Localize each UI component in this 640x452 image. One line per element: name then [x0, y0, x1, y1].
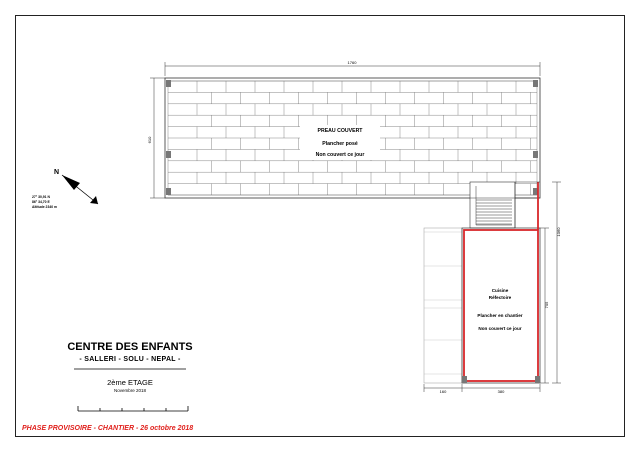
kitchen-label-name: Cuisine: [491, 288, 509, 293]
subtitle: - SALLERI - SOLU - NEPAL -: [79, 356, 181, 363]
kitchen-red-wall: [464, 230, 538, 381]
kitchen-outer-wall: [462, 228, 540, 383]
kitchen-label-name2: Réfectoire: [488, 295, 512, 300]
post-top-left: [166, 80, 171, 87]
date-label: Novembre 2018: [113, 388, 147, 393]
preau-label-roof: Non couvert ce jour: [315, 152, 365, 158]
kitchen-label-roof: Non couvert ce jour: [478, 326, 522, 331]
scale-bar: [78, 406, 188, 411]
kitchen-label-floor: Plancher en chantier: [477, 313, 523, 318]
phase-label: PHASE PROVISOIRE - CHANTIER - 26 octobre 2018: [22, 425, 194, 432]
north-arrow-tail: [90, 196, 98, 204]
preau-area: [165, 78, 540, 198]
dimension-bottom-right-label: 380: [497, 389, 505, 394]
floor-label: 2ème ETAGE: [107, 378, 153, 387]
dimension-right-inner-label: 705: [544, 301, 549, 309]
post-kitchen-bottom-right: [535, 376, 540, 383]
dimension-right: [540, 182, 561, 383]
dimension-bottom: [424, 384, 540, 394]
post-mid-left: [166, 151, 171, 158]
dimension-left: [147, 78, 165, 198]
dimension-top: [165, 60, 540, 76]
dimension-top-label: 1760: [347, 60, 357, 65]
post-bottom-left: [166, 188, 171, 195]
dimension-bottom-left-label: 160: [439, 389, 447, 394]
title: CENTRE DES ENFANTS: [67, 341, 193, 353]
north-coords-1: 27° 30,91 N: [32, 195, 50, 199]
annex-left: [424, 228, 462, 383]
dimension-right-total-label: 1060: [556, 227, 561, 237]
post-top-right: [533, 80, 538, 87]
north-arrow: [32, 169, 98, 209]
north-coords-3: Altitude 2340 m: [32, 205, 58, 209]
north-letter: N: [54, 169, 60, 176]
north-coords-2: 86° 34,70 E: [32, 200, 50, 204]
preau-label-name: PREAU COUVERT: [317, 128, 363, 134]
preau-label-floor: Plancher posé: [322, 141, 358, 147]
dimension-left-label: 610: [147, 136, 152, 144]
post-kitchen-bottom-left: [462, 376, 467, 383]
post-mid-right: [533, 151, 538, 158]
